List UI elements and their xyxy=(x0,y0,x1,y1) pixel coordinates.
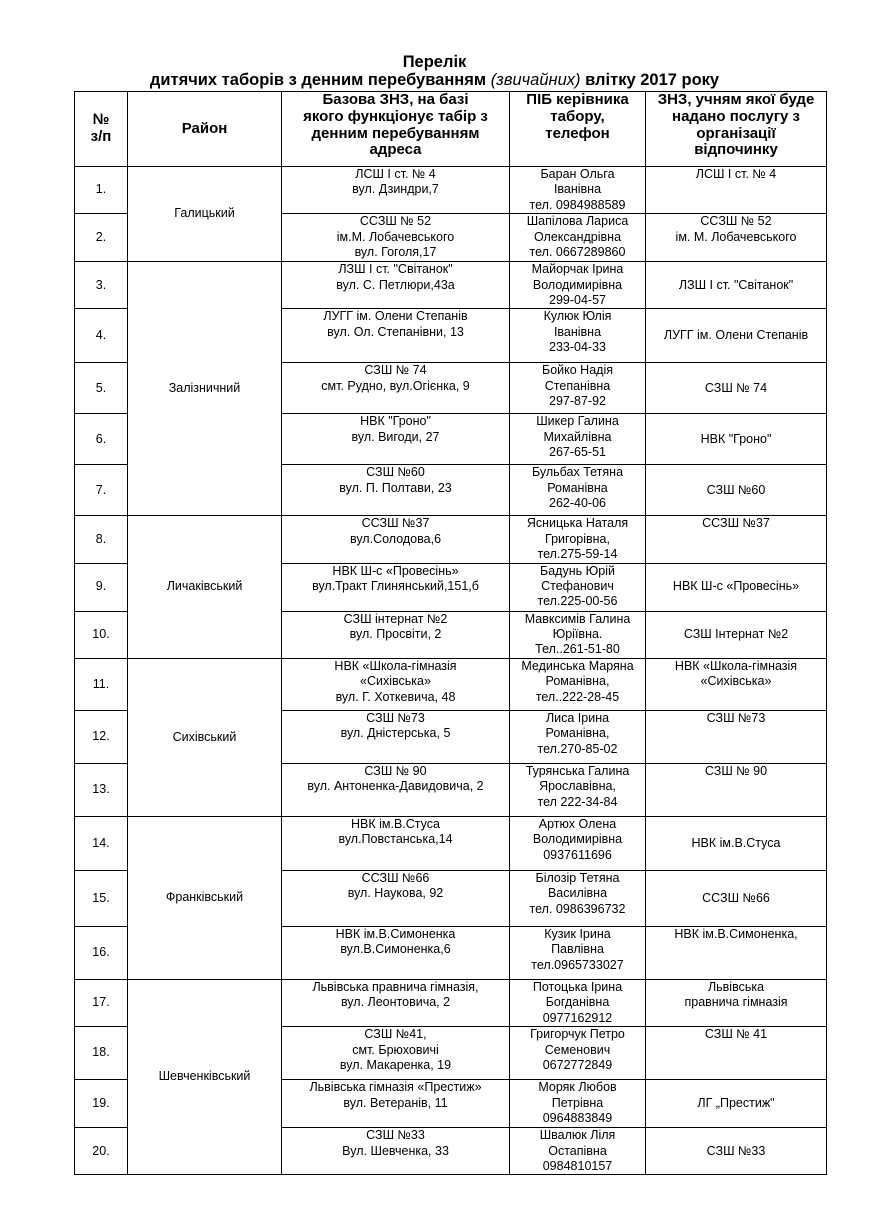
cell-line: СЗШ № 90 xyxy=(704,763,768,778)
base-school-cell xyxy=(282,658,510,710)
cell-line: НВК "Гроно" xyxy=(360,414,431,429)
cell-line: ім. М. Лобачевського xyxy=(675,229,797,244)
served-school-cell xyxy=(646,979,827,1026)
base-school-cell xyxy=(282,516,510,563)
served-school-cell xyxy=(646,611,827,658)
served-school-cell xyxy=(646,363,827,414)
row-number: 2. xyxy=(75,214,128,262)
cell-line: смт. Брюховичі xyxy=(352,1042,439,1057)
cell-line: СЗШ № 74 xyxy=(364,363,427,378)
cell-line: Іванівна xyxy=(553,182,602,197)
table-row xyxy=(75,979,827,1026)
cell-line: «Сихівська» xyxy=(700,674,772,689)
camp-head-cell xyxy=(510,465,646,516)
served-school-cell xyxy=(646,926,827,979)
cell-line: Степанівна xyxy=(544,378,611,393)
cell-line: Кузик Ірина xyxy=(544,926,611,941)
cell-line: Романівна, xyxy=(545,674,610,689)
cell-line: 299-04-57 xyxy=(549,293,606,308)
cell-line: СЗШ №73 xyxy=(706,710,766,725)
cell-line: смт. Рудно, вул.Огієнка, 9 xyxy=(321,378,470,393)
table-row xyxy=(75,167,827,214)
row-number: 1. xyxy=(75,167,128,214)
cell-line: СЗШ №73 xyxy=(366,710,425,725)
row-number: 7. xyxy=(75,465,128,516)
cell-line: Артюх Олена xyxy=(538,816,617,831)
served-school-cell xyxy=(646,465,827,516)
header-base: Базова ЗНЗ, на базі якого функціонує табір з денним перебуванням адреса xyxy=(282,92,510,167)
district-cell: Шевченківський xyxy=(128,979,282,1174)
cell-line: Мавксимів Галина xyxy=(524,611,631,626)
base-school-cell xyxy=(282,309,510,363)
served-school-cell xyxy=(646,414,827,465)
cell-line: вул. Ол. Степанівни, 13 xyxy=(327,324,464,339)
cell-line: НВК «Школа-гімназія xyxy=(334,658,457,673)
cell-line: Турянська Галина xyxy=(525,763,630,778)
row-number: 14. xyxy=(75,816,128,870)
cell-line: Романівна, xyxy=(545,726,610,741)
cell-line: «Сихівська» xyxy=(360,674,431,689)
cell-line: СЗШ інтернат №2 xyxy=(343,611,448,626)
cell-line: ЛЗШ І ст. "Світанок" xyxy=(678,277,794,292)
header-served: ЗНЗ, учням якої буде надано послугу з організації відпочинку xyxy=(646,92,827,167)
base-school-cell xyxy=(282,926,510,979)
base-school-cell xyxy=(282,611,510,658)
served-school-cell xyxy=(646,658,827,710)
served-school-cell xyxy=(646,516,827,563)
cell-line: вул. Просвіти, 2 xyxy=(349,627,442,642)
table-body xyxy=(75,167,827,1175)
base-school-cell xyxy=(282,1128,510,1175)
subtitle-suffix: влітку 2017 року xyxy=(580,71,720,89)
cell-line: тел.0965733027 xyxy=(531,957,624,972)
served-school-cell xyxy=(646,816,827,870)
cell-line: вул. Дзиндри,7 xyxy=(352,182,439,197)
base-school-cell xyxy=(282,816,510,870)
row-number: 12. xyxy=(75,710,128,763)
cell-line: НВК ім.В.Стуса xyxy=(691,835,781,850)
cell-line: НВК ім.В.Симоненка xyxy=(335,926,456,941)
camp-head-cell xyxy=(510,1128,646,1175)
served-school-cell xyxy=(646,309,827,363)
cell-line: тел. 0986396732 xyxy=(529,901,626,916)
cell-line: тел..222-28-45 xyxy=(535,689,620,704)
cell-line: НВК Ш-с «Провесінь» xyxy=(332,563,459,578)
header-row xyxy=(75,92,827,167)
cell-line: Львівська xyxy=(707,979,765,994)
header-head: ПІБ керівника табору, телефон xyxy=(510,92,646,167)
row-number: 18. xyxy=(75,1027,128,1080)
cell-line: вул. Наукова, 92 xyxy=(347,886,444,901)
cell-line: вул. Леонтовича, 2 xyxy=(340,995,451,1010)
table-row xyxy=(75,262,827,309)
cell-line: Лиса Ірина xyxy=(545,710,610,725)
served-school-cell xyxy=(646,563,827,611)
cell-line: Михайлівна xyxy=(543,429,612,444)
cell-line: вул.Тракт Глинянський,151,б xyxy=(312,579,479,594)
cell-line: ЛУГГ ім. Олени Степанів xyxy=(663,328,809,343)
row-number: 3. xyxy=(75,262,128,309)
camp-head-cell xyxy=(510,363,646,414)
cell-line: СЗШ № 74 xyxy=(704,380,768,395)
cell-line: вул. Макаренка, 19 xyxy=(339,1057,452,1072)
cell-line: НВК "Гроно" xyxy=(700,431,772,446)
cell-line: 233-04-33 xyxy=(549,340,606,355)
cell-line: ЛСШ І ст. № 4 xyxy=(695,167,777,181)
cell-line: Шапілова Лариса xyxy=(526,214,629,229)
row-number: 8. xyxy=(75,516,128,563)
base-school-cell xyxy=(282,214,510,262)
cell-line: СЗШ №33 xyxy=(366,1128,425,1143)
cell-line: вул. Гоголя,17 xyxy=(354,245,437,260)
cell-line: вул. Г. Хоткевича, 48 xyxy=(335,689,456,704)
cell-line: ССЗШ №66 xyxy=(702,890,770,905)
cell-line: вул. П. Полтави, 23 xyxy=(339,480,452,495)
table-row xyxy=(75,658,827,710)
cell-line: НВК ім.В.Стуса xyxy=(351,816,440,831)
cell-line: СЗШ №41, xyxy=(364,1027,427,1042)
cell-line: СЗШ №60 xyxy=(366,465,425,480)
base-school-cell xyxy=(282,563,510,611)
cell-line: Кулюк Юлія xyxy=(543,309,612,324)
cell-line: тел.270-85-02 xyxy=(537,741,618,756)
subtitle-prefix: дитячих таборів з денним перебуванням xyxy=(149,71,491,89)
cell-line: Богданівна xyxy=(545,995,610,1010)
cell-line: Швалюк Ліля xyxy=(539,1128,616,1143)
cell-line: Григорчук Петро xyxy=(530,1027,625,1042)
cell-line: Остапівна xyxy=(548,1143,607,1158)
cell-line: Семенович xyxy=(544,1042,611,1057)
cell-line: ССЗШ №37 xyxy=(361,516,430,531)
base-school-cell xyxy=(282,363,510,414)
cell-line: ССЗШ №37 xyxy=(702,516,770,531)
cell-line: Стефанович xyxy=(541,579,614,594)
served-school-cell xyxy=(646,1080,827,1128)
cell-line: вул. С. Петлюри,43а xyxy=(336,277,455,292)
cell-line: Григорівна, xyxy=(545,531,610,546)
base-school-cell xyxy=(282,414,510,465)
cell-line: СЗШ №60 xyxy=(706,482,766,497)
cell-line: вул. Дністерська, 5 xyxy=(340,726,451,741)
cell-line: вул. Антоненка-Давидовича, 2 xyxy=(307,779,484,794)
camp-head-cell xyxy=(510,763,646,816)
cell-line: Бойко Надія xyxy=(542,363,613,378)
cell-line: Мединська Маряна xyxy=(521,658,634,673)
camp-head-cell xyxy=(510,214,646,262)
cell-line: НВК Ш-с «Провесінь» xyxy=(672,579,800,594)
cell-line: ім.М. Лобачевського xyxy=(336,229,455,244)
cell-line: ССЗШ № 52 xyxy=(359,214,432,229)
cell-line: Львівська гімназія «Престиж» xyxy=(309,1080,482,1095)
district-cell: Личаківський xyxy=(128,516,282,658)
served-school-cell xyxy=(646,214,827,262)
cell-line: Бульбах Тетяна xyxy=(531,465,624,480)
cell-line: Вул. Шевченка, 33 xyxy=(342,1143,449,1158)
camp-head-cell xyxy=(510,167,646,214)
cell-line: Олександрівна xyxy=(533,229,622,244)
row-number: 9. xyxy=(75,563,128,611)
cell-line: Ярославівна, xyxy=(539,779,616,794)
cell-line: тел. 0984988589 xyxy=(529,197,626,212)
cell-line: 0937611696 xyxy=(543,847,612,862)
table-row xyxy=(75,516,827,563)
cell-line: ЛГ „Престиж" xyxy=(697,1095,775,1110)
cell-line: СЗШ № 41 xyxy=(704,1027,768,1042)
camps-table xyxy=(74,91,827,1175)
row-number: 20. xyxy=(75,1128,128,1175)
document-title: Перелік xyxy=(402,53,467,71)
cell-line: Юріївна. xyxy=(552,627,603,642)
cell-line: Потоцька Ірина xyxy=(532,979,623,994)
cell-line: Павлівна xyxy=(551,942,604,957)
cell-line: ССЗШ №66 xyxy=(361,870,430,885)
cell-line: Володимирівна xyxy=(532,277,623,292)
base-school-cell xyxy=(282,870,510,926)
cell-line: Бадунь Юрій xyxy=(540,563,615,578)
cell-line: Баран Ольга xyxy=(540,167,615,181)
camp-head-cell xyxy=(510,262,646,309)
served-school-cell xyxy=(646,262,827,309)
row-number: 5. xyxy=(75,363,128,414)
cell-line: Майорчак Ірина xyxy=(531,262,624,277)
base-school-cell xyxy=(282,1027,510,1080)
cell-line: тел.225-00-56 xyxy=(537,594,618,609)
cell-line: Іванівна xyxy=(553,324,602,339)
camp-head-cell xyxy=(510,1080,646,1128)
cell-line: вул. Ветеранів, 11 xyxy=(343,1095,448,1110)
document-subtitle xyxy=(0,71,869,90)
camp-head-cell xyxy=(510,516,646,563)
camp-head-cell xyxy=(510,870,646,926)
cell-line: Білозір Тетяна xyxy=(535,870,620,885)
cell-line: Володимирівна xyxy=(532,832,623,847)
row-number: 13. xyxy=(75,763,128,816)
row-number: 4. xyxy=(75,309,128,363)
subtitle-italic: (звичайних) xyxy=(490,71,581,89)
camp-head-cell xyxy=(510,414,646,465)
cell-line: Романівна xyxy=(547,480,608,495)
cell-line: 262-40-06 xyxy=(549,496,606,511)
camp-head-cell xyxy=(510,1027,646,1080)
cell-line: ЛЗШ І ст. "Світанок" xyxy=(338,262,453,277)
base-school-cell xyxy=(282,465,510,516)
table-row xyxy=(75,816,827,870)
district-cell: Залізничний xyxy=(128,262,282,516)
cell-line: вул.В.Симоненка,6 xyxy=(340,942,451,957)
district-cell: Сихівський xyxy=(128,658,282,816)
row-number: 15. xyxy=(75,870,128,926)
header-district: Район xyxy=(128,92,282,167)
camp-head-cell xyxy=(510,611,646,658)
served-school-cell xyxy=(646,763,827,816)
cell-line: Василівна xyxy=(547,886,608,901)
base-school-cell xyxy=(282,262,510,309)
cell-line: СЗШ №33 xyxy=(706,1143,766,1158)
camp-head-cell xyxy=(510,816,646,870)
cell-line: вул.Повстанська,14 xyxy=(338,832,453,847)
cell-line: Шикер Галина xyxy=(536,414,619,429)
row-number: 19. xyxy=(75,1080,128,1128)
cell-line: Моряк Любов xyxy=(538,1080,617,1095)
served-school-cell xyxy=(646,870,827,926)
row-number: 6. xyxy=(75,414,128,465)
camp-head-cell xyxy=(510,658,646,710)
base-school-cell xyxy=(282,763,510,816)
camp-head-cell xyxy=(510,979,646,1026)
cell-line: 0964883849 xyxy=(542,1110,613,1125)
cell-line: тел. 0667289860 xyxy=(529,245,626,260)
served-school-cell xyxy=(646,167,827,214)
base-school-cell xyxy=(282,710,510,763)
cell-line: ЛСШ І ст. № 4 xyxy=(355,167,436,181)
camp-head-cell xyxy=(510,926,646,979)
cell-line: СЗШ Інтернат №2 xyxy=(683,627,789,642)
cell-line: Ясницька Наталя xyxy=(526,516,629,531)
cell-line: вул. Вигоди, 27 xyxy=(351,429,440,444)
cell-line: 297-87-92 xyxy=(549,394,606,409)
row-number: 10. xyxy=(75,611,128,658)
cell-line: НВК ім.В.Симоненка, xyxy=(674,926,798,941)
district-cell: Франківський xyxy=(128,816,282,979)
cell-line: ССЗШ № 52 xyxy=(700,214,772,229)
served-school-cell xyxy=(646,1027,827,1080)
base-school-cell xyxy=(282,167,510,214)
served-school-cell xyxy=(646,1128,827,1175)
cell-line: ЛУГГ ім. Олени Степанів xyxy=(323,309,468,324)
cell-line: Тел..261-51-80 xyxy=(535,642,620,657)
base-school-cell xyxy=(282,979,510,1026)
served-school-cell xyxy=(646,710,827,763)
cell-line: 267-65-51 xyxy=(549,445,606,460)
cell-line: Петрівна xyxy=(551,1095,604,1110)
cell-line: НВК «Школа-гімназія xyxy=(674,658,798,673)
camp-head-cell xyxy=(510,309,646,363)
cell-line: СЗШ № 90 xyxy=(364,763,427,778)
row-number: 11. xyxy=(75,658,128,710)
cell-line: 0672772849 xyxy=(542,1057,613,1072)
camp-head-cell xyxy=(510,710,646,763)
cell-line: Львівська правнича гімназія, xyxy=(312,979,479,994)
camp-head-cell xyxy=(510,563,646,611)
base-school-cell xyxy=(282,1080,510,1128)
cell-line: тел.275-59-14 xyxy=(537,547,618,562)
cell-line: правнича гімназія xyxy=(684,995,788,1010)
row-number: 16. xyxy=(75,926,128,979)
district-cell: Галицький xyxy=(128,167,282,262)
cell-line: 0977162912 xyxy=(542,1010,613,1025)
cell-line: тел 222-34-84 xyxy=(537,794,618,809)
row-number: 17. xyxy=(75,979,128,1026)
header-num: № з/п xyxy=(75,92,128,167)
cell-line: вул.Солодова,6 xyxy=(349,531,442,546)
cell-line: 0984810157 xyxy=(542,1158,613,1173)
